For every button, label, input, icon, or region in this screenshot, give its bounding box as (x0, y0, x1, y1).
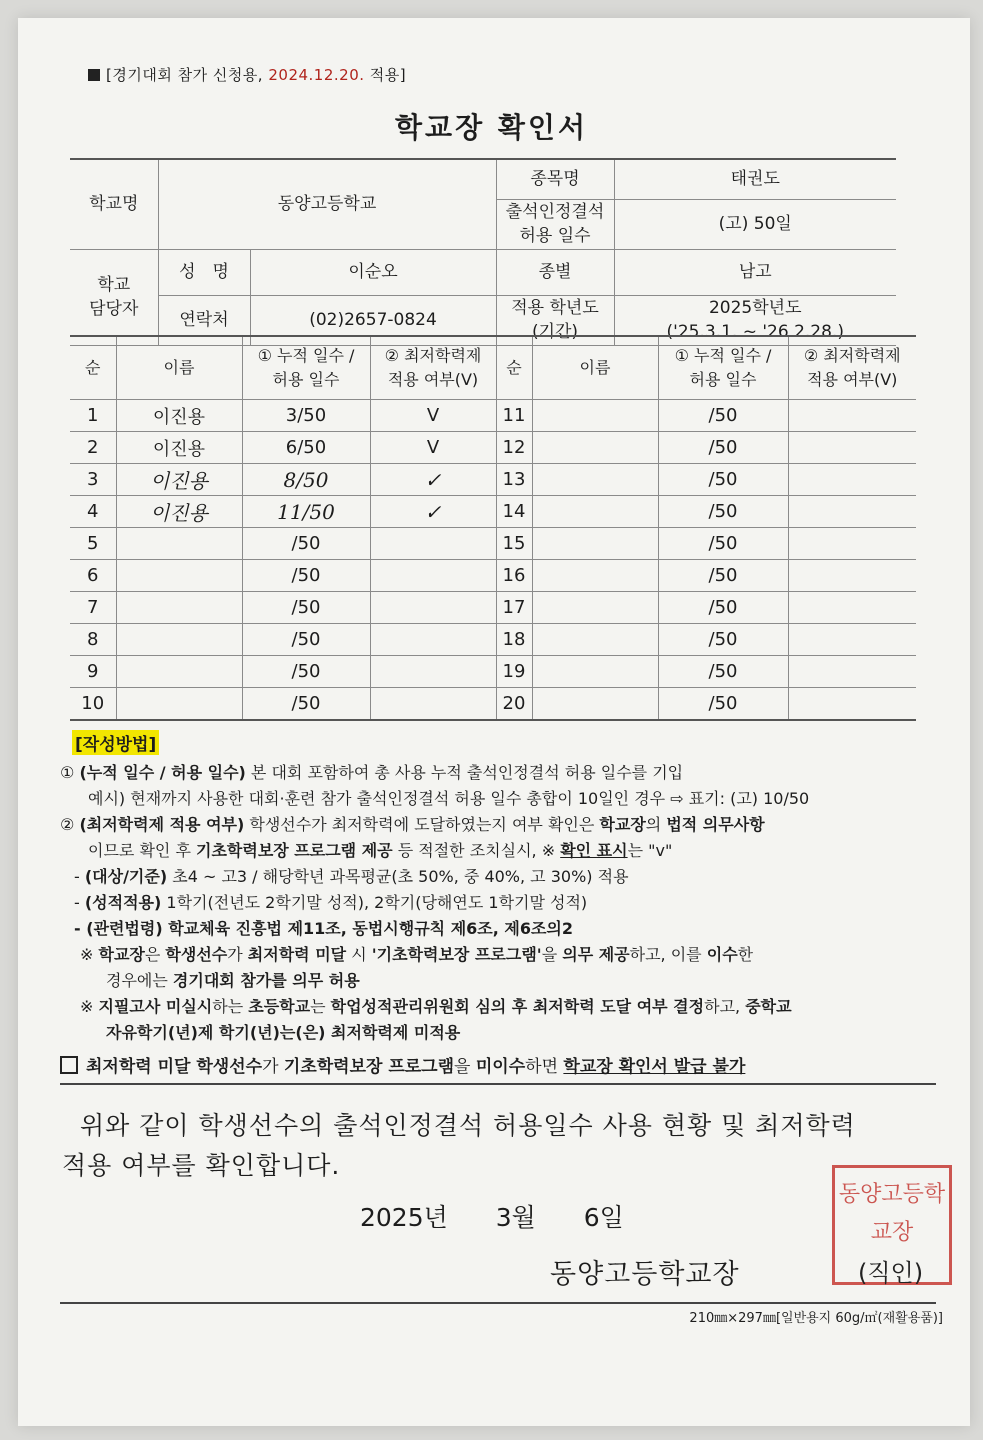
row-name (116, 528, 242, 560)
row-days: 8/50 (242, 464, 370, 496)
arrow-box-icon (60, 1056, 78, 1074)
row-name (532, 432, 658, 464)
row-min (788, 496, 916, 528)
row-name (532, 528, 658, 560)
row-no: 7 (70, 592, 116, 624)
col-name-right: 이름 (532, 336, 658, 400)
row-no: 13 (496, 464, 532, 496)
sport-value: 태권도 (614, 159, 896, 199)
table-row (70, 560, 916, 592)
col-no-left: 순 (70, 336, 116, 400)
row-no: 8 (70, 624, 116, 656)
row-name (532, 496, 658, 528)
confirm-statement: 위와 같이 학생선수의 출석인정결석 허용일수 사용 현황 및 최저학력 적용 여부를 확인합니다. (62, 1111, 856, 1180)
row-no: 4 (70, 496, 116, 528)
info-table (70, 158, 896, 346)
header-note: [경기대회 참가 신청용, 2024.12.20. 적용] (88, 64, 406, 85)
row-no: 12 (496, 432, 532, 464)
row-days: 3/50 (242, 400, 370, 432)
roster-header-row (70, 336, 916, 400)
date-day: 6일 (583, 1203, 624, 1232)
type-label: 종별 (496, 249, 614, 295)
method-line-9: 경우에는 경기대회 참가를 의무 허용 (106, 971, 360, 990)
row-days: /50 (658, 688, 788, 721)
row-days: /50 (658, 400, 788, 432)
row-days: /50 (242, 624, 370, 656)
date-year: 2025년 (360, 1203, 448, 1232)
row-name (532, 592, 658, 624)
row-no: 14 (496, 496, 532, 528)
row-name (532, 400, 658, 432)
method-line-10: ※ 지필고사 미실시하는 초등학교는 학업성적관리위원회 심의 후 최저학력 도달 여부 결정하고, 중학교 (80, 997, 792, 1016)
row-no: 19 (496, 656, 532, 688)
method-line-3: ② (최저학력제 적용 여부) 학생선수가 최저학력에 도달하였는지 여부 확인은 학교장의 법적 의무사항 (60, 815, 765, 834)
seal-stamp: 동양고등학교장 (832, 1165, 952, 1285)
row-days: /50 (658, 656, 788, 688)
row-min: V (370, 400, 496, 432)
row-days: /50 (242, 592, 370, 624)
row-days: 6/50 (242, 432, 370, 464)
row-name: 이진용 (116, 496, 242, 528)
row-min (788, 528, 916, 560)
row-no: 6 (70, 560, 116, 592)
row-name (116, 624, 242, 656)
row-no: 3 (70, 464, 116, 496)
row-days: 11/50 (242, 496, 370, 528)
row-no: 18 (496, 624, 532, 656)
row-days: /50 (658, 560, 788, 592)
row-days: /50 (658, 528, 788, 560)
method-line-7: - (관련법령) 학교체육 진흥법 제11조, 동법시행규칙 제6조, 제6조의2 (74, 919, 574, 938)
table-row (70, 400, 916, 432)
col-name-left: 이름 (116, 336, 242, 400)
row-name (532, 464, 658, 496)
row-min (788, 400, 916, 432)
name-label: 성 명 (158, 249, 250, 295)
method-line-11: 자유학기(년)제 학기(년)는(은) 최저학력제 미적용 (106, 1023, 461, 1042)
row-name (532, 656, 658, 688)
method-line-1: ① (누적 일수 / 허용 일수) 본 대회 포함하여 총 사용 누적 출석인정결석 허용 일수를 기입 (60, 763, 684, 782)
method-line-4: 이므로 확인 후 기초학력보장 프로그램 제공 등 적절한 조치실시, ※ 확인 표시는 "v" (88, 841, 673, 860)
row-days: /50 (658, 432, 788, 464)
roster-table (70, 335, 916, 721)
contact-value: (02)2657-0824 (250, 295, 496, 345)
row-days: /50 (658, 496, 788, 528)
contact-label: 연락처 (158, 295, 250, 345)
row-min (788, 624, 916, 656)
row-min (370, 688, 496, 721)
divider (60, 1083, 936, 1085)
row-name: 이진용 (116, 400, 242, 432)
table-row (70, 432, 916, 464)
allow-label: 출석인정결석 허용 일수 (496, 199, 614, 249)
row-name: 이진용 (116, 464, 242, 496)
row-min (788, 432, 916, 464)
col-days-right: ① 누적 일수 / 허용 일수 (658, 336, 788, 400)
name-value: 이순오 (250, 249, 496, 295)
type-value: 남고 (614, 249, 896, 295)
row-min (370, 656, 496, 688)
seal-note: (직인) (858, 1259, 924, 1287)
row-no: 10 (70, 688, 116, 721)
row-days: /50 (658, 464, 788, 496)
paper-spec: 210㎜×297㎜[일반용지 60g/㎡(재활용품)] (689, 1311, 943, 1326)
method-section (60, 760, 940, 1080)
table-row (70, 496, 916, 528)
manager-label: 학교 담당자 (70, 249, 158, 345)
row-min: V (370, 432, 496, 464)
row-no: 17 (496, 592, 532, 624)
school-label: 학교명 (70, 159, 158, 249)
row-min (788, 464, 916, 496)
square-bullet-icon (88, 69, 100, 81)
header-date: 2024.12.20. (268, 66, 365, 84)
row-no: 20 (496, 688, 532, 721)
row-name (532, 560, 658, 592)
method-line-8: ※ 학교장은 학생선수가 최저학력 미달 시 '기초학력보장 프로그램'을 의무 제공하고, 이를 이수한 (80, 945, 754, 964)
row-no: 15 (496, 528, 532, 560)
method-label: [작성방법] (72, 730, 159, 755)
row-no: 1 (70, 400, 116, 432)
row-no: 11 (496, 400, 532, 432)
row-min (788, 656, 916, 688)
allow-value: (고) 50일 (614, 199, 896, 249)
row-name: 이진용 (116, 432, 242, 464)
row-no: 5 (70, 528, 116, 560)
row-min (788, 592, 916, 624)
table-row (70, 592, 916, 624)
row-name (116, 592, 242, 624)
col-min-left: ② 최저학력제 적용 여부(V) (370, 336, 496, 400)
row-name (532, 624, 658, 656)
row-min (370, 624, 496, 656)
row-no: 16 (496, 560, 532, 592)
table-row (70, 688, 916, 721)
row-min (370, 528, 496, 560)
method-final-note: 최저학력 미달 학생선수가 기초학력보장 프로그램을 미이수하면 학교장 확인서 발급 불가 (60, 1054, 940, 1080)
year-value: 2025학년도 ('25.3.1. ~ '26 2.28.) (614, 295, 896, 345)
col-no-right: 순 (496, 336, 532, 400)
row-min (370, 560, 496, 592)
year-label: 적용 학년도 (기간) (496, 295, 614, 345)
row-days: /50 (242, 528, 370, 560)
method-line-2: 예시) 현재까지 사용한 대회·훈련 참가 출석인정결석 허용 일수 총합이 10일인 경우 ⇨ 표기: (고) 10/50 (88, 789, 810, 808)
table-row (70, 528, 916, 560)
school-value: 동양고등학교 (158, 159, 496, 249)
table-row (70, 624, 916, 656)
row-min: ✓ (370, 496, 496, 528)
document-title: 학교장 확인서 (394, 111, 589, 144)
row-name (532, 688, 658, 721)
row-name (116, 656, 242, 688)
table-row (70, 464, 916, 496)
row-days: /50 (658, 592, 788, 624)
row-name (116, 688, 242, 721)
col-min-right: ② 최저학력제 적용 여부(V) (788, 336, 916, 400)
row-no: 2 (70, 432, 116, 464)
col-days-left: ① 누적 일수 / 허용 일수 (242, 336, 370, 400)
method-line-6: - (성적적용) 1학기(전년도 2학기말 성적), 2학기(당해연도 1학기말 성적) (74, 893, 588, 912)
row-days: /50 (658, 624, 788, 656)
divider-bottom (60, 1302, 936, 1304)
row-no: 9 (70, 656, 116, 688)
row-min (370, 592, 496, 624)
signer-name: 동양고등학교장 (550, 1259, 740, 1290)
table-row (70, 656, 916, 688)
method-line-5: - (대상/기준) 초4 ~ 고3 / 해당학년 과목평균(초 50%, 중 40%, 고 30%) 적용 (74, 867, 629, 886)
row-min (788, 688, 916, 721)
date-month: 3월 (495, 1203, 536, 1232)
issue-date (360, 1198, 624, 1234)
row-min: ✓ (370, 464, 496, 496)
row-min (788, 560, 916, 592)
row-days: /50 (242, 560, 370, 592)
sport-label: 종목명 (496, 159, 614, 199)
row-days: /50 (242, 688, 370, 721)
row-days: /50 (242, 656, 370, 688)
row-name (116, 560, 242, 592)
